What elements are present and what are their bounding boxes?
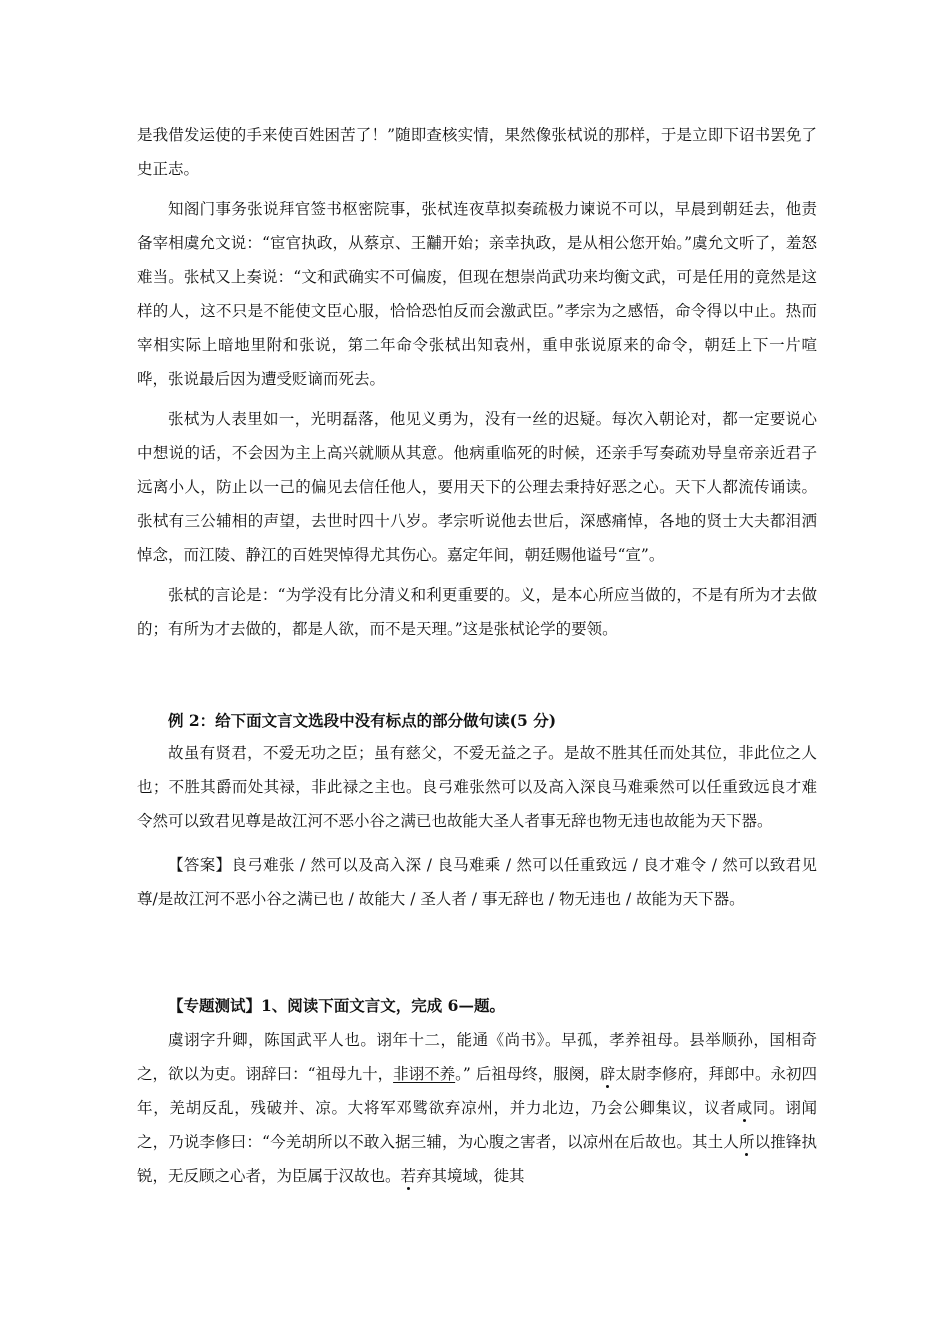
dotted-char-4: 若 [400, 1167, 417, 1185]
paragraph-3: 张栻为人表里如一，光明磊落，他见义勇为，没有一丝的迟疑。每次入朝论对，都一定要说心中想说的话，不会因为主上高兴就顺从其意。他病重临死的时候，还亲手写奏疏劝导皇帝亲近君子远离小人，防止以一己的偏见去信任他人，要用天下的公理去秉持好恶之心。天下人都流传诵读。张栻有三公辅相的声望，去世时四十八岁。孝宗听说他去世后，深感痛悼，各地的贤士大夫都泪洒悼念，而江陵、静江的百姓哭悼得尤其伤心。嘉定年间，朝廷赐他谥号“宣”。 [137, 410, 817, 564]
dotted-char-2: 咸 [736, 1099, 753, 1117]
example-2-heading: 例 2：给下面文言文选段中没有标点的部分做句读(5 分) [168, 711, 557, 730]
test-heading: 【专题测试】1、阅读下面文言文，完成 6—题。 [168, 996, 505, 1015]
paragraph-2: 知阁门事务张说拜官签书枢密院事，张栻连夜草拟奏疏极力谏说不可以，早晨到朝廷去，他责备宰相虞允文说：“宦官执政，从蔡京、王黼开始；亲幸执政，是从相公您开始。”虞允文听了，羞怒难当。张栻又上奏说：“文和武确实不可偏废，但现在想崇尚武功来均衡文武，可是任用的竟然是这样的人，这不只是不能使文臣心服，恰恰恐怕反而会激武臣。”孝宗为之感悟，命令得以中止。热而宰相实际上暗地里附和张说，第二年命令张栻出知袁州，重申张说原来的命令，朝廷上下一片喧哗，张说最后因为遭受贬谪而死去。 [137, 200, 817, 388]
passage-part-e: 以推锋执锐，无反顾之心者，为臣属于汉故也。 [137, 1133, 817, 1185]
passage-part-f: 弃其境域，徙其 [416, 1167, 525, 1185]
paragraph-4: 张栻的言论是：“为学没有比分清义和利更重要的。义，是本心所应当做的，不是有所为才去做的；有所为才去做的，都是人欲，而不是天理。”这是张栻论学的要领。 [137, 586, 817, 638]
passage-part-d: 同。诩闻之，乃说李修曰：“今羌胡所以不敢入据三辅，为心腹之害者，以凉州在后故也。其土人 [137, 1099, 817, 1151]
answer-text: 【答案】良弓难张 / 然可以及高入深 / 良马难乘 / 然可以任重致远 / 良才难令 / 然可以致君见尊/是故江河不恶小谷之满已也 / 故能大 / 圣人者 / 事无辞也 / 物无违也 / 故能为天下器。 [137, 856, 817, 908]
translation-section [137, 118, 817, 646]
dotted-char-3: 所 [738, 1133, 755, 1151]
passage-part-b: 。” 后祖母终，服阕， [455, 1065, 600, 1083]
test-section [137, 990, 817, 1193]
example-2-section [137, 705, 817, 916]
passage-part-c: 太尉李修府，拜郎中。永初四年，羌胡反乱，残破并、凉。大将军邓骘欲弃凉州，并力北边，乃会公卿集议，议者 [137, 1065, 817, 1117]
example-2-text: 故虽有贤君，不爱无功之臣；虽有慈父，不爱无益之子。是故不胜其任而处其位，非此位之人也；不胜其爵而处其禄，非此禄之主也。良弓难张然可以及高入深良马难乘然可以任重致远良才难令然可以致君见尊是故江河不恶小谷之满已也故能大圣人者事无辞也物无违也故能为天下器。 [137, 744, 817, 830]
dotted-char-1: 辟 [599, 1065, 616, 1083]
passage-text [137, 1023, 817, 1193]
passage-part-a: 虞诩字升卿，陈国武平人也。诩年十二，能通《尚书》。早孤，孝养祖母。县举顺孙，国相奇之，欲以为吏。诩辞曰：“祖母九十， [137, 1031, 817, 1083]
underlined-phrase: 非诩不养 [393, 1065, 456, 1083]
paragraph-1: 是我借发运使的手来使百姓困苦了！”随即查核实情，果然像张栻说的那样，于是立即下诏书罢免了史正志。 [137, 126, 817, 178]
